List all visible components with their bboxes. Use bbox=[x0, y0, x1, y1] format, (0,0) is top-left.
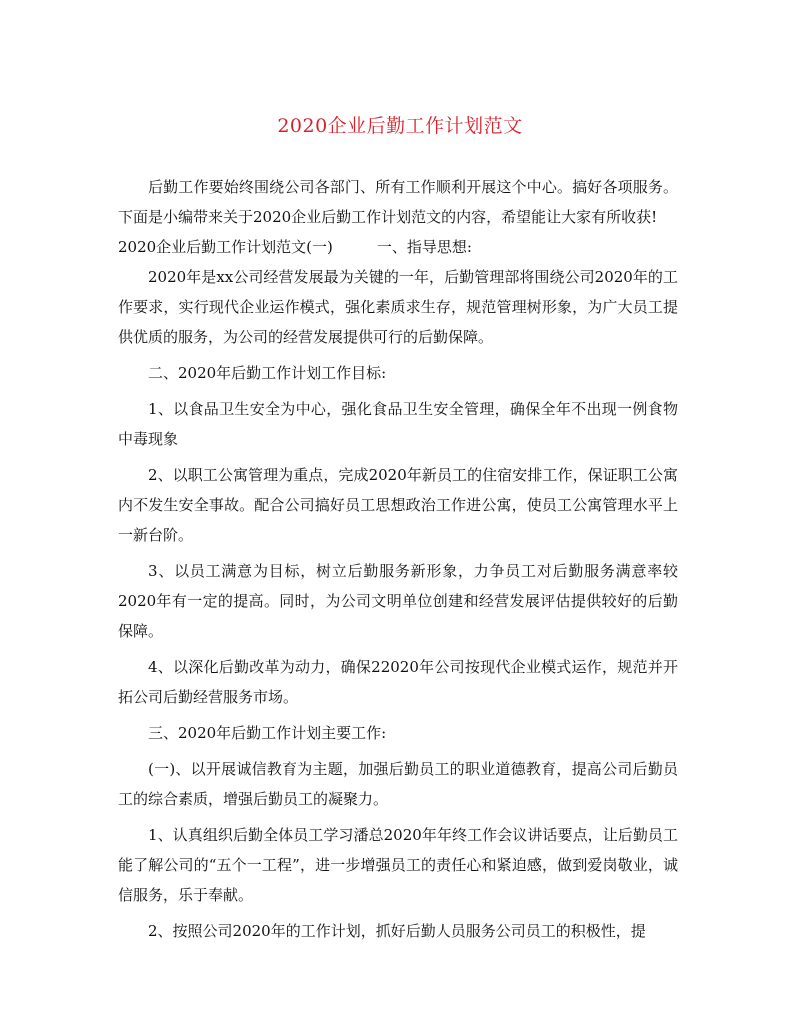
work-item-2: 2、按照公司2020年的工作计划，抓好后勤人员服务公司员工的积极性，提 bbox=[148, 922, 646, 940]
goal-item-2: 2、以职工公寓管理为重点，完成2020年新员工的住宿安排工作，保证职工公寓内不发生安全事故。配合公司搞好员工思想政治工作进公寓，使员工公寓管理水平上一新台阶。 bbox=[118, 466, 678, 544]
document-body bbox=[118, 172, 678, 946]
goal-item-1: 1、以食品卫生安全为中心，强化食品卫生安全管理，确保全年不出现一例食物中毒现象 bbox=[118, 400, 678, 448]
work-subsection-1: (一)、以开展诚信教育为主题，加强后勤员工的职业道德教育，提高公司后勤员工的综合素质，增强后勤员工的凝聚力。 bbox=[118, 760, 678, 808]
work-item-1: 1、认真组织后勤全体员工学习潘总2020年年终工作会议讲话要点，让后勤员工能了解公司的“五个一工程”，进一步增强员工的责任心和紧迫感，做到爱岗敬业，诚信服务，乐于奉献。 bbox=[118, 826, 678, 904]
document-title: 2020企业后勤工作计划范文 bbox=[277, 115, 523, 137]
section1-heading-line bbox=[118, 232, 678, 262]
section1-heading: 2020企业后勤工作计划范文(一) bbox=[118, 238, 333, 256]
section1-subheading: 一、指导思想: bbox=[376, 238, 472, 256]
intro-paragraph: 后勤工作要始终围绕公司各部门、所有工作顺利开展这个中心。搞好各项服务。下面是小编带来关于2020企业后勤工作计划范文的内容，希望能让大家有所收获! bbox=[118, 178, 678, 226]
goal-item-3: 3、以员工满意为目标，树立后勤服务新形象，力争员工对后勤服务满意率较2020年有一定的提高。同时，为公司文明单位创建和经营发展评估提供较好的后勤保障。 bbox=[118, 562, 678, 640]
goal-item-4: 4、以深化后勤改革为动力，确保22020年公司按现代企业模式运作，规范并开拓公司后勤经营服务市场。 bbox=[118, 658, 678, 706]
work-heading: 三、2020年后勤工作计划主要工作: bbox=[148, 724, 387, 742]
guiding-paragraph: 2020年是xx公司经营发展最为关键的一年，后勤管理部将围绕公司2020年的工作要求，实行现代企业运作模式，强化素质求生存，规范管理树形象，为广大员工提供优质的服务，为公司的经营发展提供可行的后勤保障。 bbox=[118, 268, 678, 346]
goals-heading: 二、2020年后勤工作计划工作目标: bbox=[148, 364, 387, 382]
